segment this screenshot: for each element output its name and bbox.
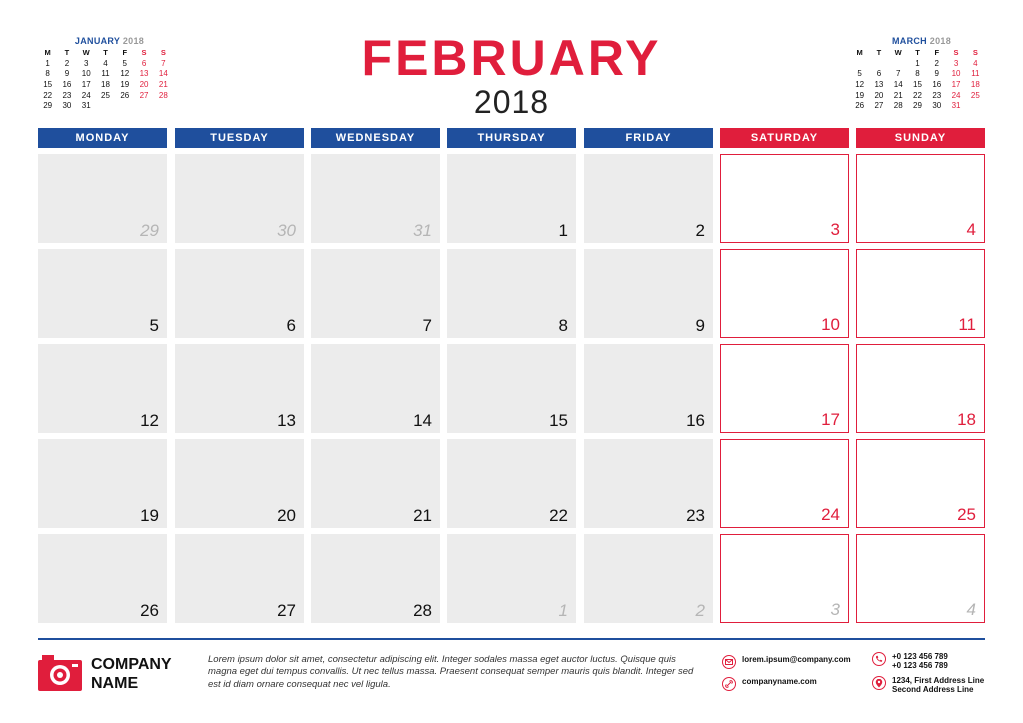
day-number: 8 — [558, 316, 568, 335]
mini-day: 11 — [971, 69, 980, 79]
mini-year: 2018 — [122, 36, 145, 46]
day-number: 1 — [558, 601, 568, 620]
day-cell[interactable] — [584, 249, 713, 338]
day-number: 4 — [966, 600, 976, 619]
address-line-1: 1234, First Address Line — [892, 676, 985, 685]
mini-day: 24 — [81, 90, 91, 100]
mini-day: 25 — [970, 90, 980, 100]
day-cell[interactable] — [720, 534, 849, 623]
mini-day-header: T — [103, 48, 108, 58]
mini-day: 12 — [120, 69, 130, 79]
mini-day: 22 — [913, 90, 922, 100]
day-cell[interactable] — [447, 249, 576, 338]
company-name-line2: NAME — [91, 675, 139, 692]
day-cell[interactable] — [447, 154, 576, 243]
mini-day: 13 — [874, 80, 884, 90]
mini-day: 23 — [932, 90, 942, 100]
year-title: 2018 — [473, 84, 550, 120]
mini-day: 14 — [158, 69, 168, 79]
footer-divider — [38, 638, 985, 640]
day-number: 1 — [558, 221, 568, 240]
mini-day: 29 — [913, 101, 922, 111]
mini-day: 31 — [81, 101, 91, 111]
mini-day: 19 — [855, 90, 865, 100]
link-icon — [722, 677, 736, 691]
day-number: 18 — [957, 410, 976, 429]
day-header-monday: MONDAY — [38, 128, 167, 148]
mini-day-header: W — [894, 48, 902, 58]
day-cell[interactable] — [175, 249, 304, 338]
day-number: 6 — [286, 316, 296, 335]
mini-day-header: F — [934, 48, 940, 58]
email-icon — [722, 655, 736, 669]
mini-day-header: T — [915, 48, 920, 58]
mini-day-header: M — [856, 48, 863, 58]
mini-day: 17 — [81, 80, 91, 90]
mini-day: 13 — [139, 69, 149, 79]
day-number: 7 — [422, 316, 432, 335]
mini-month: JANUARY — [74, 36, 121, 46]
mini-day: 24 — [951, 90, 961, 100]
day-number: 13 — [277, 411, 296, 430]
mini-day: 26 — [855, 101, 865, 111]
mini-day: 1 — [45, 58, 50, 68]
mini-day: 4 — [973, 58, 978, 68]
day-number: 25 — [957, 505, 976, 524]
description-text: Lorem ipsum dolor sit amet, consectetur adipiscing elit. Integer sodales massa eget auctor luctus. Quisque quis magna eget dui tempus convallis. Ut nec tellus massa. Praesent consequat semper mauris quis blandit. Integer sed est id diam ornare consequat nec vel ligula. — [208, 654, 694, 690]
email-contact — [722, 655, 851, 669]
mini-day: 20 — [874, 90, 884, 100]
day-number: 11 — [958, 315, 976, 334]
company-name-line1: COMPANY — [91, 656, 172, 673]
mini-day-header: F — [122, 48, 128, 58]
day-cell[interactable] — [584, 534, 713, 623]
mini-day: 19 — [120, 80, 130, 90]
mini-day: 8 — [45, 69, 50, 79]
day-number: 14 — [413, 411, 432, 430]
mini-day: 3 — [953, 58, 959, 68]
day-cell[interactable] — [38, 249, 167, 338]
mini-day: 7 — [161, 58, 166, 68]
mini-day: 2 — [934, 58, 939, 68]
mini-day-header: T — [64, 48, 70, 58]
day-cell[interactable] — [175, 344, 304, 433]
day-number: 3 — [830, 220, 840, 239]
day-number: 19 — [140, 506, 159, 525]
mini-day: 10 — [951, 69, 961, 79]
day-number: 21 — [413, 506, 432, 525]
mini-day: 2 — [64, 58, 70, 68]
mini-month: MARCH — [891, 36, 927, 46]
mini-day-header: T — [876, 48, 882, 58]
mini-day: 6 — [876, 69, 882, 79]
day-cell[interactable] — [584, 154, 713, 243]
mini-day: 3 — [83, 58, 89, 68]
mini-day: 15 — [913, 80, 922, 90]
mini-day: 1 — [915, 58, 920, 68]
day-number: 3 — [830, 600, 840, 619]
day-header-wednesday: WEDNESDAY — [311, 128, 440, 148]
day-cell[interactable] — [175, 439, 304, 528]
mini-day: 18 — [101, 80, 110, 90]
day-number: 4 — [966, 220, 976, 239]
day-cell[interactable] — [856, 249, 985, 338]
day-cell[interactable] — [856, 154, 985, 243]
mini-day: 25 — [101, 90, 110, 100]
day-number: 29 — [140, 221, 159, 240]
mini-day-header: M — [44, 48, 51, 58]
mini-day: 6 — [141, 58, 147, 68]
phone-icon — [872, 652, 886, 666]
day-cell[interactable] — [311, 534, 440, 623]
day-header-tuesday: TUESDAY — [175, 128, 304, 148]
mini-day-header: S — [953, 48, 959, 58]
month-title: FEBRUARY — [361, 30, 662, 86]
day-number: 16 — [686, 411, 705, 430]
location-pin-icon — [872, 676, 886, 690]
mini-day: 4 — [103, 58, 108, 68]
mini-day: 15 — [43, 80, 53, 90]
day-cell[interactable] — [311, 154, 440, 243]
day-header-saturday: SATURDAY — [720, 128, 849, 148]
phone-text-1: +0 123 456 789 — [892, 652, 948, 661]
phone-contact — [872, 652, 948, 670]
mini-day: 21 — [893, 90, 903, 100]
mini-day-header: S — [972, 48, 978, 58]
mini-day-header: S — [141, 48, 147, 58]
day-number: 2 — [695, 221, 705, 240]
mini-day-header: S — [160, 48, 166, 58]
day-cell[interactable] — [311, 249, 440, 338]
day-cell[interactable] — [720, 154, 849, 243]
mini-day: 7 — [895, 69, 901, 79]
day-number: 12 — [140, 411, 159, 430]
day-cell[interactable] — [38, 344, 167, 433]
day-number: 15 — [549, 411, 568, 430]
day-cell[interactable] — [311, 344, 440, 433]
day-number: 24 — [821, 505, 840, 524]
mini-day: 30 — [62, 101, 72, 111]
day-number: 9 — [695, 316, 705, 335]
mini-day: 28 — [158, 90, 168, 100]
day-number: 28 — [413, 601, 432, 620]
day-cell[interactable] — [38, 439, 167, 528]
mini-day: 21 — [158, 80, 168, 90]
mini-day: 5 — [857, 69, 862, 79]
mini-day: 27 — [874, 101, 884, 111]
day-number: 23 — [686, 506, 705, 525]
mini-day: 10 — [81, 69, 91, 79]
day-cell[interactable] — [856, 344, 985, 433]
mini-day: 28 — [893, 101, 903, 111]
day-cell[interactable] — [38, 154, 167, 243]
mini-day: 18 — [970, 80, 980, 90]
mini-day: 8 — [915, 69, 920, 79]
day-cell[interactable] — [720, 249, 849, 338]
mini-day: 11 — [101, 69, 110, 79]
mini-day: 22 — [43, 90, 53, 100]
address-contact — [872, 676, 984, 694]
day-header-friday: FRIDAY — [584, 128, 713, 148]
mini-day: 26 — [120, 90, 130, 100]
day-cell[interactable] — [175, 534, 304, 623]
address-line-2: Second Address Line — [892, 685, 974, 694]
mini-day: 17 — [951, 80, 961, 90]
day-number: 27 — [277, 601, 296, 620]
day-cell[interactable] — [856, 534, 985, 623]
mini-day: 31 — [951, 101, 961, 111]
day-number: 17 — [821, 410, 840, 429]
mini-day: 20 — [139, 80, 149, 90]
mini-day: 23 — [62, 90, 72, 100]
day-cell[interactable] — [720, 344, 849, 433]
mini-day: 14 — [893, 80, 903, 90]
phone-text-2: +0 123 456 789 — [892, 661, 948, 670]
mini-day: 12 — [855, 80, 865, 90]
day-cell[interactable] — [856, 439, 985, 528]
day-cell[interactable] — [175, 154, 304, 243]
day-header-thursday: THURSDAY — [447, 128, 576, 148]
day-number: 22 — [549, 506, 568, 525]
day-cell[interactable] — [447, 439, 576, 528]
mini-day: 16 — [62, 80, 72, 90]
day-number: 26 — [140, 601, 159, 620]
day-number: 5 — [149, 316, 159, 335]
mini-year: 2018 — [929, 36, 952, 46]
day-cell[interactable] — [720, 439, 849, 528]
mini-day-header: W — [82, 48, 90, 58]
mini-day: 16 — [932, 80, 942, 90]
camera-logo-icon — [38, 655, 82, 691]
mini-day: 27 — [139, 90, 149, 100]
day-cell[interactable] — [447, 344, 576, 433]
mini-day: 5 — [122, 58, 127, 68]
day-cell[interactable] — [38, 534, 167, 623]
email-text: lorem.ipsum@company.com — [742, 655, 851, 664]
day-number: 2 — [695, 601, 705, 620]
day-cell[interactable] — [447, 534, 576, 623]
mini-day: 9 — [934, 69, 939, 79]
mini-day: 9 — [64, 69, 70, 79]
day-cell[interactable] — [311, 439, 440, 528]
day-number: 31 — [413, 221, 432, 240]
day-number: 20 — [277, 506, 296, 525]
mini-day: 30 — [932, 101, 942, 111]
day-number: 10 — [821, 315, 840, 334]
company-name — [91, 655, 201, 693]
mini-day: 29 — [43, 101, 53, 111]
day-cell[interactable] — [584, 439, 713, 528]
day-number: 30 — [277, 221, 296, 240]
website-text: companyname.com — [742, 677, 817, 686]
day-header-sunday: SUNDAY — [856, 128, 985, 148]
website-contact — [722, 677, 817, 691]
day-cell[interactable] — [584, 344, 713, 433]
